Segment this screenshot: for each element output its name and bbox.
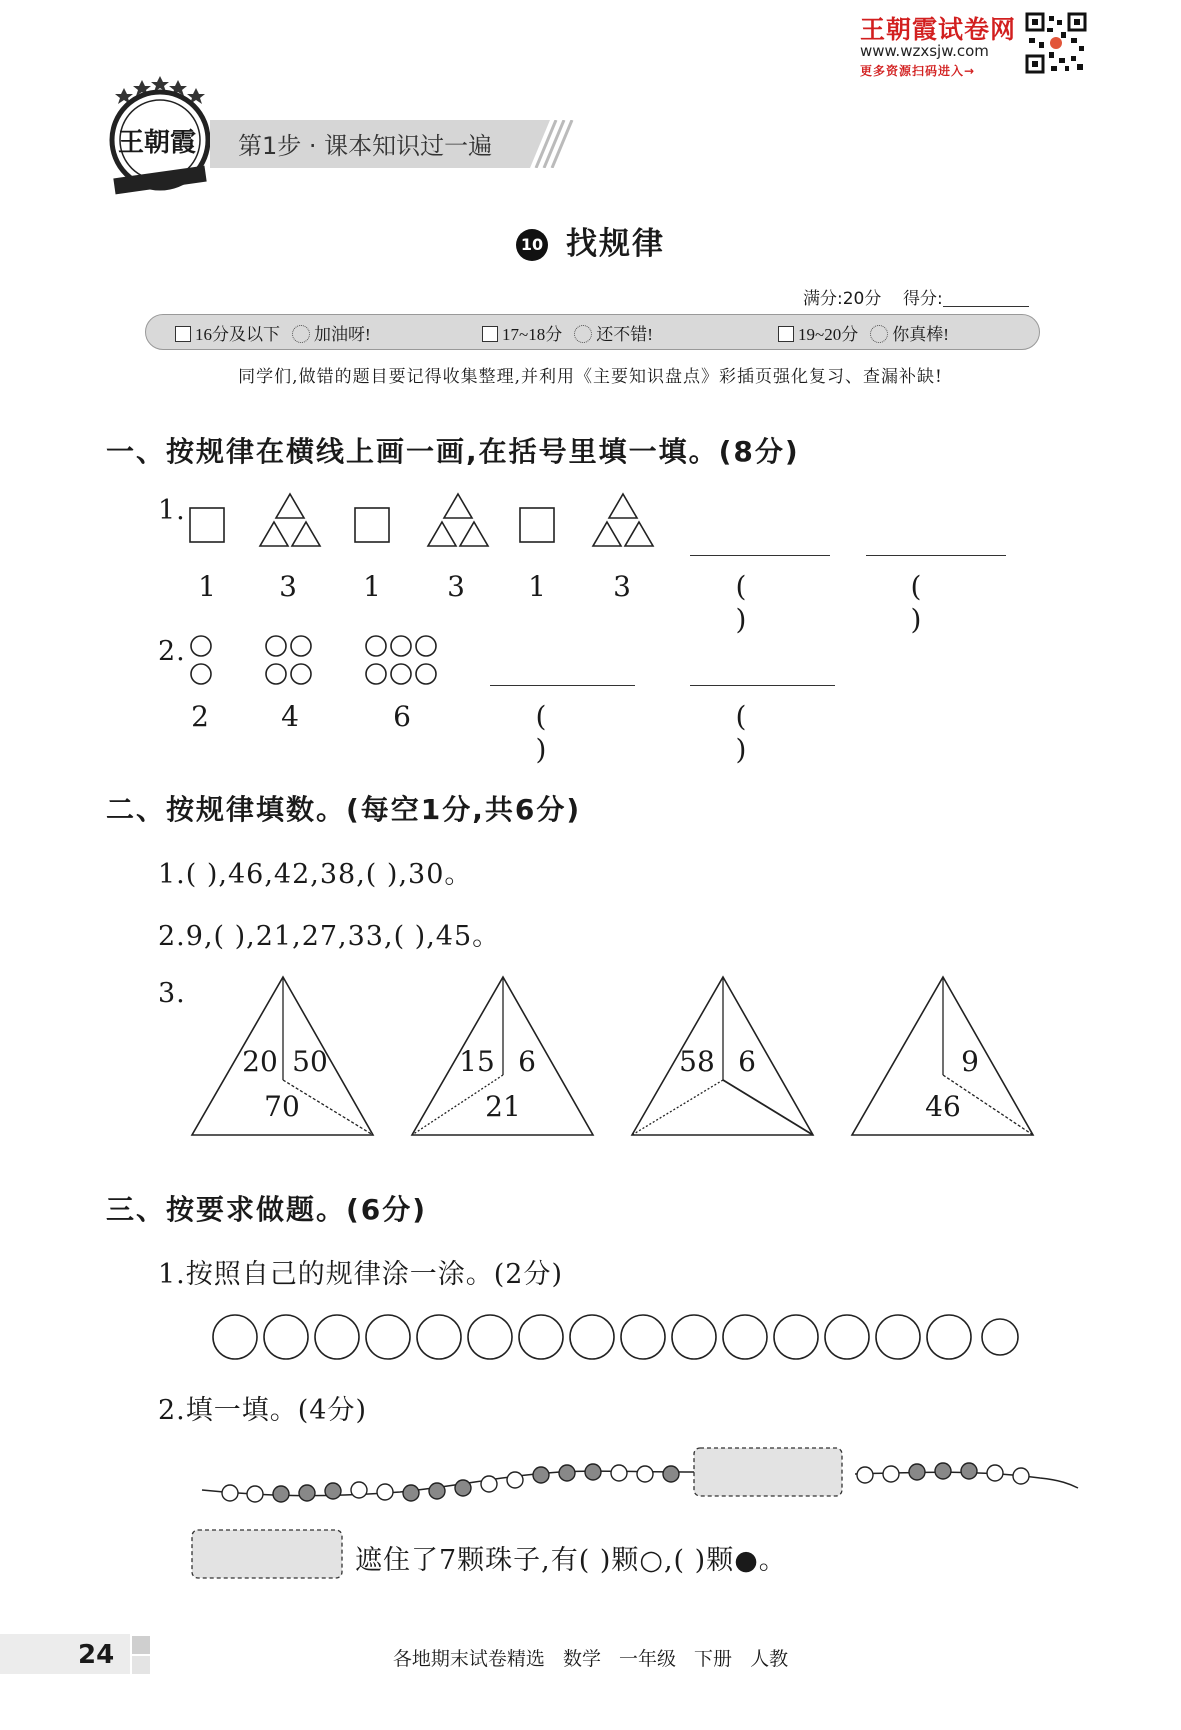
s3-q1: 1.按照自己的规律涂一涂。(2分) [158, 1259, 564, 1290]
title-text: 找规律 [566, 226, 665, 262]
triangle-number: 46 [925, 1090, 961, 1123]
pattern-number: 1 [363, 570, 381, 603]
score-line [803, 284, 1029, 309]
s2-q2[interactable]: 2.9,( ),21,27,33,( ),45。 [158, 921, 501, 952]
bead-string [200, 1440, 1080, 1520]
grade-range: 16分及以下 [195, 325, 280, 344]
pattern-number: 3 [279, 570, 297, 603]
pattern-number: 1 [198, 570, 216, 603]
draw-blank-3[interactable] [490, 685, 635, 686]
square-shape [520, 508, 554, 542]
qr-code-icon[interactable] [1025, 12, 1087, 74]
grade-comment: 还不错! [596, 325, 653, 344]
triangle-shape [428, 522, 456, 546]
legend-box [190, 1528, 345, 1580]
grade-comment: 加油呀! [314, 325, 371, 344]
triangle-shape [276, 494, 304, 518]
pattern-number: 3 [447, 570, 465, 603]
grade-checkbox-3[interactable] [778, 326, 794, 342]
triangle-number: 58 [679, 1045, 715, 1078]
s1-q1-label: 1. [158, 495, 186, 526]
triangle-number: 20 [242, 1045, 278, 1078]
pattern-number: 6 [393, 700, 411, 733]
pattern-number: 1 [528, 570, 546, 603]
face-icon [574, 325, 592, 343]
triangle-shape [609, 494, 637, 518]
pattern-number: 2 [191, 700, 209, 733]
s1-q2-circles [185, 630, 455, 690]
s2-q3-label: 3. [158, 978, 186, 1009]
draw-blank-4[interactable] [690, 685, 835, 686]
square-shape [190, 508, 224, 542]
score-blank[interactable] [943, 291, 1029, 307]
triangle-number: 6 [738, 1045, 756, 1078]
section3-heading: 三、按要求做题。(6分) [106, 1193, 428, 1226]
answer-paren[interactable]: ( ) [910, 570, 970, 636]
page-number: 24 [78, 1640, 115, 1670]
grade-item-2 [482, 320, 653, 345]
coloring-circles[interactable] [210, 1312, 1020, 1362]
brand-name: 王朝霞试卷网 [860, 15, 1017, 44]
triangle-shape [292, 522, 320, 546]
answer-paren[interactable]: ( ) [735, 700, 795, 766]
logo-text: 王朝霞 [118, 128, 197, 158]
s3-q2: 2.填一填。(4分) [158, 1395, 368, 1426]
grade-range: 17~18分 [502, 325, 563, 344]
title-number: 10 [516, 229, 548, 261]
s1-q2-label: 2. [158, 636, 186, 667]
pattern-number: 3 [613, 570, 631, 603]
triangle-number: 21 [485, 1090, 521, 1123]
grade-comment: 你真棒! [892, 325, 949, 344]
grade-item-1 [175, 320, 371, 345]
triangle-number: 50 [292, 1045, 328, 1078]
brand-more-link[interactable]: 更多资源扫码进入→ [860, 64, 976, 78]
full-score: 满分:20分 [803, 289, 882, 309]
triangle-shape [260, 522, 288, 546]
square-shape [355, 508, 389, 542]
step-banner-text: 第1步 · 课本知识过一遍 [238, 132, 493, 160]
grade-range: 19~20分 [798, 325, 859, 344]
s1-q1-shapes [180, 490, 680, 560]
draw-blank-2[interactable] [866, 555, 1006, 556]
answer-paren[interactable]: ( ) [735, 570, 795, 636]
s2-q1[interactable]: 1.( ),46,42,38,( ),30。 [158, 859, 473, 890]
triangle-number: 9 [961, 1045, 979, 1078]
grade-item-3 [778, 320, 949, 345]
draw-blank-1[interactable] [690, 555, 830, 556]
pattern-number: 4 [281, 700, 299, 733]
tip-text: 同学们,做错的题目要记得收集整理,并利用《主要知识盘点》彩插页强化复习、查漏补缺! [238, 367, 943, 387]
triangle-number: 6 [518, 1045, 536, 1078]
triangle-shape [625, 522, 653, 546]
triangle-shape [460, 522, 488, 546]
triangle-number: 70 [264, 1090, 300, 1123]
triangle-shape [593, 522, 621, 546]
section2-heading: 二、按规律填数。(每空1分,共6分) [106, 793, 582, 826]
s3-q2-text[interactable]: 遮住了7颗珠子,有( )颗○,( )颗●。 [355, 1545, 787, 1576]
footer-text: 各地期末试卷精选 数学 一年级 下册 人教 [392, 1648, 789, 1670]
face-icon [870, 325, 888, 343]
triangle-number: 15 [459, 1045, 495, 1078]
triangle-shape [444, 494, 472, 518]
face-icon [292, 325, 310, 343]
score-label: 得分: [902, 289, 943, 309]
brand-url[interactable]: www.wzxsjw.com [860, 42, 989, 60]
page-title [0, 218, 1181, 263]
section1-heading: 一、按规律在横线上画一画,在括号里填一填。(8分) [106, 435, 800, 468]
grade-checkbox-1[interactable] [175, 326, 191, 342]
answer-paren[interactable]: ( ) [535, 700, 595, 766]
grade-checkbox-2[interactable] [482, 326, 498, 342]
